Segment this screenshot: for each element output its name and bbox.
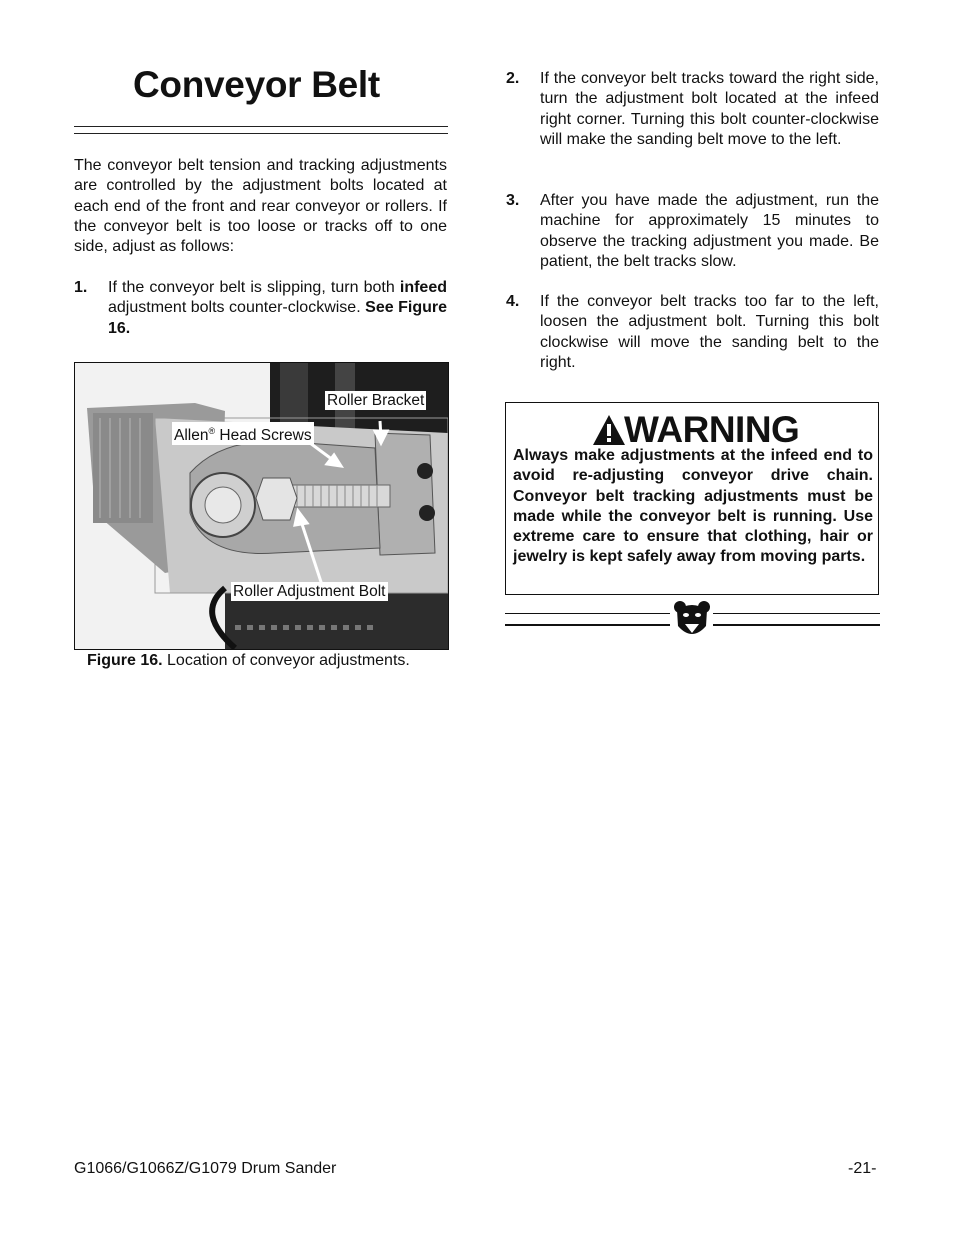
title-rule-bottom [74, 133, 448, 134]
step-text: After you have made the adjustment, run the machine for approximately 15 minutes to observe the tracking adjustment you made. Be patient, the belt tracks slow. [540, 192, 879, 270]
intro-paragraph: The conveyor belt tension and tracking adjustments are controlled by the adjustment bolts located at each end of the front and rear conveyor or rollers. If the conveyor belt is too loose or tracks off to one side, adjust as follows: [74, 157, 447, 256]
figure-reference: See Figure 16. [108, 299, 447, 337]
warning-box [505, 402, 879, 595]
divider-line-left [505, 624, 670, 626]
divider-line-left [505, 613, 670, 614]
label-text: Allen [174, 427, 209, 445]
label-allen-head-screws [172, 422, 314, 445]
step-number: 2. [506, 70, 520, 87]
footer-model: G1066/G1066Z/G1079 Drum Sander [74, 1160, 337, 1177]
step-1 [74, 278, 447, 339]
step-text: If the conveyor belt tracks too far to the left, loosen the adjustment bolt. Turning this bolt clockwise will move the sanding belt to the right. [540, 293, 879, 371]
divider-line-right [713, 613, 880, 614]
step-text-part: If the conveyor belt is slipping, turn both [108, 279, 400, 296]
label-roller-bracket: Roller Bracket [327, 392, 425, 409]
warning-title: WARNING [624, 409, 800, 450]
step-3 [506, 191, 879, 272]
title-rule-top [74, 126, 448, 127]
step-2 [506, 69, 879, 150]
figure-16-photo [74, 362, 449, 650]
step-number: 3. [506, 192, 520, 209]
label-text: Head Screws [215, 427, 312, 445]
step-emphasis: infeed [399, 279, 447, 296]
warning-triangle-icon [592, 414, 626, 446]
step-number: 1. [74, 279, 88, 296]
page-number: -21- [848, 1160, 877, 1177]
step-text: If the conveyor belt tracks toward the right side, turn the adjustment bolt located at the infeed right corner. Turning this bolt counter-clockwise will make the sanding belt move to the left. [540, 70, 879, 148]
step-text [108, 278, 447, 339]
bear-logo-icon [673, 600, 711, 640]
step-4 [506, 292, 879, 373]
step-text-part: adjustment bolts counter-clockwise. [108, 299, 366, 317]
caption-text: Location of conveyor adjustments. [162, 652, 410, 669]
caption-label: Figure 16. [87, 652, 163, 669]
step-number: 4. [506, 293, 520, 310]
divider-line-right [713, 624, 880, 626]
warning-text: Always make adjustments at the infeed end to avoid re-adjusting conveyor drive chain. Conveyor belt tracking adjustments must be made while the conveyor belt is running. Use extreme care to ensure that clothing, hair or jewelry is kept safely away from moving parts. [513, 447, 873, 566]
figure-caption [87, 652, 410, 670]
registered-mark: ® [208, 426, 216, 436]
label-roller-adjustment-bolt: Roller Adjustment Bolt [233, 583, 386, 600]
page-title: Conveyor Belt [133, 64, 380, 105]
